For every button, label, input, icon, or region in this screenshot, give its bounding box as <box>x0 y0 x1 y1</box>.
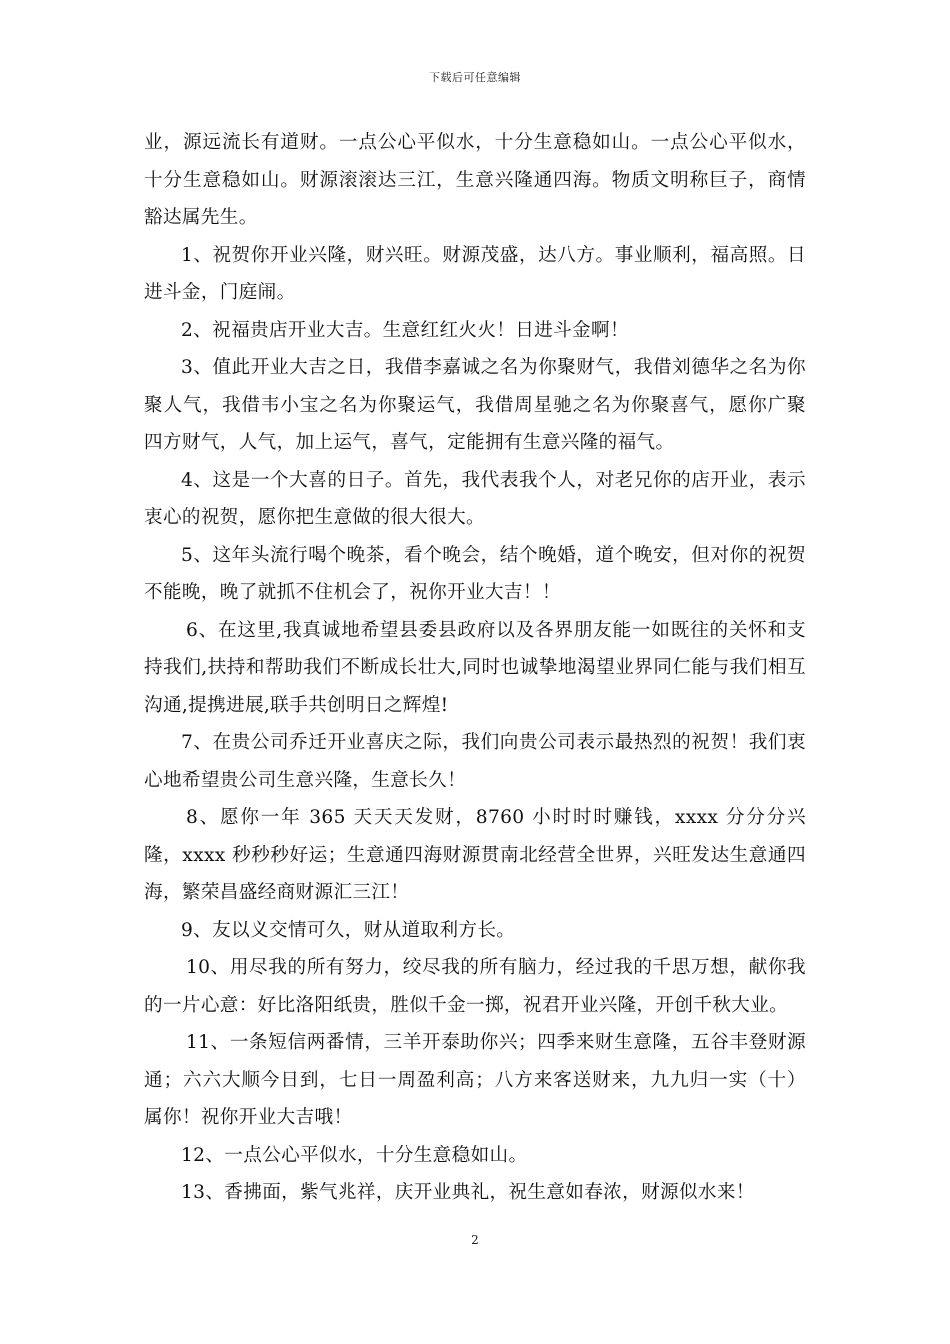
paragraph-continuation: 业，源远流长有道财。一点公心平似水，十分生意稳如山。一点公心平似水，十分生意稳如山。财源滚滚达三江，生意兴隆通四海。物质文明称巨子，商情豁达属先生。 <box>144 132 806 228</box>
paragraph-item-13: 13、香拂面，紫气兆祥，庆开业典礼，祝生意如春浓，财源似水来！ <box>181 1182 755 1203</box>
paragraph-item-9: 9、友以义交情可久，财从道取利方长。 <box>181 919 516 941</box>
document-body <box>144 124 806 1212</box>
paragraph-item-3: 3、值此开业大吉之日，我借李嘉诚之名为你聚财气，我借刘德华之名为你聚人气，我借韦小宝之名为你聚运气，我借周星驰之名为你聚喜气，愿你广聚四方财气，人气，加上运气，喜气，定能拥有生意兴隆的福气。 <box>144 357 806 453</box>
paragraph-item-6: 6、在这里,我真诚地希望县委县政府以及各界朋友能一如既往的关怀和支持我们,扶持和帮助我们不断成长壮大,同时也诚挚地渴望业界同仁能与我们相互沟通,提携进展,联手共创明日之辉煌! <box>144 619 806 716</box>
paragraph-item-11: 11、一条短信两番情，三羊开泰助你兴；四季来财生意隆，五谷丰登财源通；六六大顺今日到，七日一周盈利高；八方来客送财来，九九归一实（十）属你！祝你开业大吉哦！ <box>144 1032 806 1128</box>
paragraph-item-1: 1、祝贺你开业兴隆，财兴旺。财源茂盛，达八方。事业顺利，福高照。日进斗金，门庭闹。 <box>144 244 806 303</box>
paragraph-item-2: 2、祝福贵店开业大吉。生意红红火火！日进斗金啊！ <box>181 319 629 341</box>
paragraph-item-10: 10、用尽我的所有努力，绞尽我的所有脑力，经过我的千思万想，献你我的一片心意：好比洛阳纸贵，胜似千金一掷，祝君开业兴隆，开创千秋大业。 <box>144 957 806 1016</box>
paragraph-item-4: 4、这是一个大喜的日子。首先，我代表我个人，对老兄你的店开业，表示衷心的祝贺，愿你把生意做的很大很大。 <box>144 469 806 528</box>
paragraph-item-7: 7、在贵公司乔迁开业喜庆之际，我们向贵公司表示最热烈的祝贺！我们衷心地希望贵公司生意兴隆，生意长久！ <box>144 732 806 791</box>
paragraph-item-8: 8、愿你一年 365 天天天发财，8760 小时时时赚钱，xxxx 分分分兴隆，xxxx 秒秒秒好运；生意通四海财源贯南北经营全世界，兴旺发达生意通四海，繁荣昌盛经商财源汇三江！ <box>144 807 806 903</box>
paragraph-item-12: 12、一点公心平似水，十分生意稳如山。 <box>181 1144 528 1166</box>
page-header: 下载后可任意编辑 <box>429 71 521 84</box>
paragraph-item-5: 5、这年头流行喝个晚茶，看个晚会，结个晚婚，道个晚安，但对你的祝贺不能晚，晚了就抓不住机会了，祝你开业大吉！！ <box>144 544 806 603</box>
page-number: 2 <box>471 1233 479 1247</box>
